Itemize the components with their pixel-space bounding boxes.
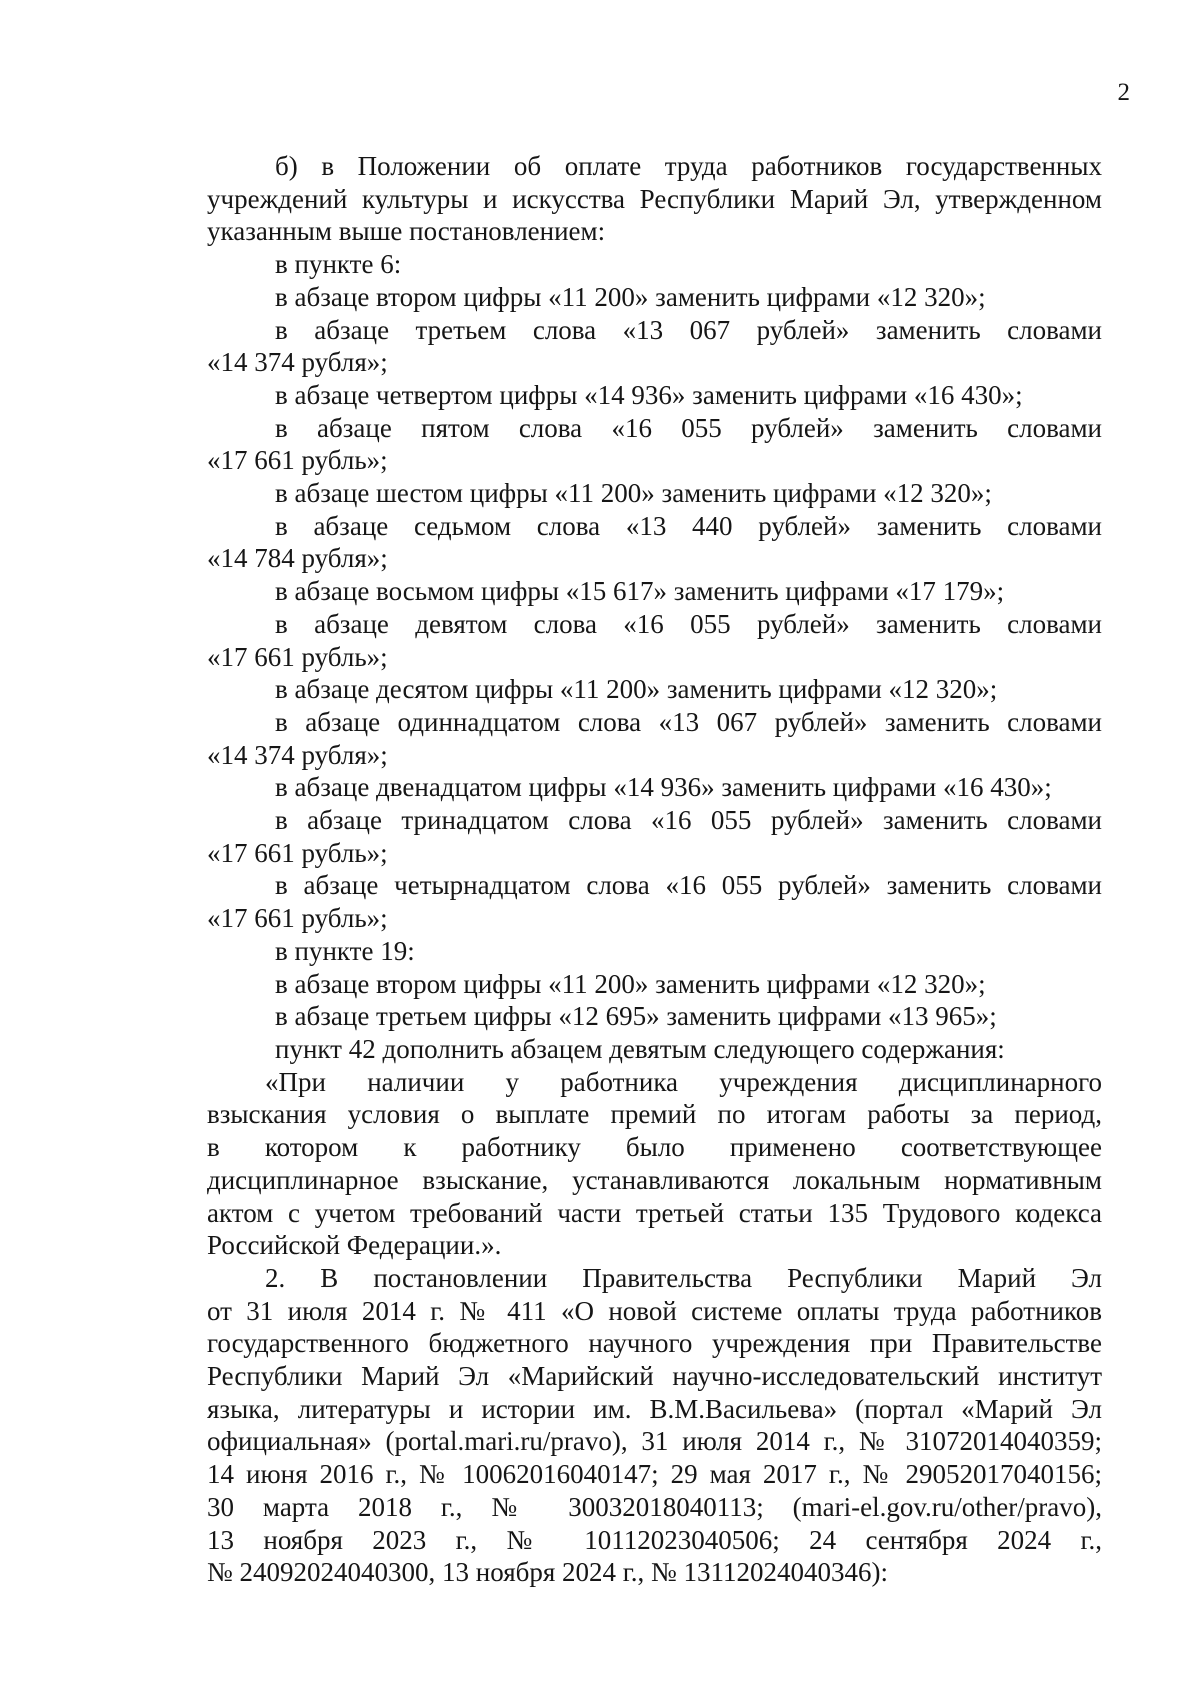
text-line: «14 784 рубля»; [207,543,388,574]
text-line: «17 661 рубль»; [207,641,388,672]
text-line: 30 марта 2018 г., № 30032018040113; (mari-el.gov.ru/other/pravo), [207,1491,1102,1522]
text-line: 14 июня 2016 г., № 10062016040147; 29 мая 2017 г., № 29052017040156; [207,1459,1102,1490]
text-line: взыскания условия о выплате премий по итогам работы за период, [207,1099,1102,1130]
text-line: в абзаце седьмом слова «13 440 рублей» заменить словами [275,510,1102,541]
text-line: от 31 июля 2014 г. № 411 «О новой системе оплаты труда работников [207,1295,1102,1326]
text-line: в абзаце втором цифры «11 200» заменить цифрами «12 320»; [275,281,986,312]
text-line: в абзаце третьем цифры «12 695» заменить цифрами «13 965»; [275,1001,997,1032]
text-line: языка, литературы и истории им. В.М.Васильева» (портал «Марий Эл [207,1393,1102,1424]
text-line: актом с учетом требований части третьей статьи 135 Трудового кодекса [207,1197,1102,1228]
text-line: «14 374 рубля»; [207,739,388,770]
text-line: в пункте 6: [275,249,402,280]
text-line: 2. В постановлении Правительства Республики Марий Эл [265,1262,1102,1293]
text-line: в абзаце восьмом цифры «15 617» заменить цифрами «17 179»; [275,576,1005,607]
text-line: б) в Положении об оплате труда работников государственных [275,151,1102,181]
text-line: указанным выше постановлением: [207,216,606,247]
text-line: № 24092024040300, 13 ноября 2024 г., № 13112024040346): [207,1557,889,1588]
text-line: в абзаце третьем слова «13 067 рублей» заменить словами [275,314,1102,345]
page-number: 2 [1117,79,1130,106]
text-line: в абзаце четвертом цифры «14 936» заменить цифрами «16 430»; [275,379,1023,410]
text-line: в абзаце одиннадцатом слова «13 067 рублей» заменить словами [275,706,1102,737]
text-line: «17 661 рубль»; [207,903,388,934]
text-line: Республики Марий Эл «Марийский научно-исследовательский институт [207,1361,1102,1392]
text-line: «14 374 рубля»; [207,347,388,378]
text-line: в котором к работнику было применено соответствующее [207,1132,1102,1163]
text-line: официальная» (portal.mari.ru/pravo), 31 июля 2014 г., № 31072014040359; [207,1426,1102,1457]
text-line: учреждений культуры и искусства Республики Марий Эл, утвержденном [207,183,1102,214]
text-line: «17 661 рубль»; [207,837,388,868]
text-line: в абзаце девятом слова «16 055 рублей» заменить словами [275,608,1102,639]
text-line: пункт 42 дополнить абзацем девятым следующего содержания: [275,1033,1005,1064]
text-line: «При наличии у работника учреждения дисциплинарного [265,1066,1102,1097]
text-line: в абзаце пятом слова «16 055 рублей» заменить словами [275,412,1102,443]
text-line: в пункте 19: [275,935,415,966]
text-line: в абзаце шестом цифры «11 200» заменить цифрами «12 320»; [275,478,992,509]
text-line: в абзаце втором цифры «11 200» заменить цифрами «12 320»; [275,968,986,999]
text-line: 13 ноября 2023 г., № 10112023040506; 24 сентября 2024 г., [207,1524,1102,1555]
document-body [207,150,1102,1589]
text-line: дисциплинарное взыскание, устанавливаются локальным нормативным [207,1164,1102,1195]
text-line: в абзаце двенадцатом цифры «14 936» заменить цифрами «16 430»; [275,772,1052,803]
text-line: в абзаце тринадцатом слова «16 055 рублей» заменить словами [275,805,1102,836]
text-line: в абзаце четырнадцатом слова «16 055 рублей» заменить словами [275,870,1102,901]
text-line: государственного бюджетного научного учреждения при Правительстве [207,1328,1102,1359]
text-line: в абзаце десятом цифры «11 200» заменить цифрами «12 320»; [275,674,998,705]
text-line: «17 661 рубль»; [207,445,388,476]
text-line: Российской Федерации.». [207,1230,502,1261]
